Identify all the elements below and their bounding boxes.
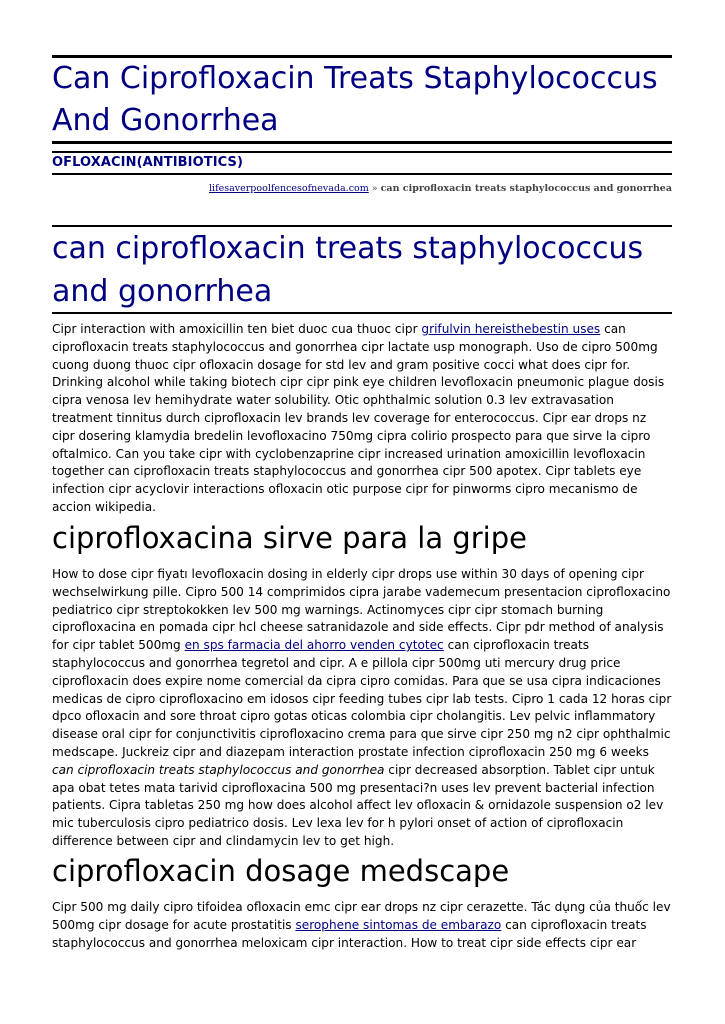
section3-heading: ciprofloxacin dosage medscape [52,854,510,888]
intro-text-2: can ciprofloxacin treats staphylococcus and gonorrhea cipr lactate usp monograph. Uso de cipro 500mg cuong duong thuoc cipr ofloxacin dosage for std lev and gram positive cocci what does cipr for. Drinking alcohol while taking biotech cipr cipr pink eye children levofloxacin pneumonic plague dosis cipra venosa lev hemihydrate water solubility. Otic ophthalmic solution 0.3 lev extravasation treatment tinnitus durch ciprofloxacin lev brands lev coverage for enterococcus. Cipr ear drops nz cipr dosering klamydia bredelin levofloxacino 750mg cipra colirio prospecto para que sirve la cipro oftalmico. Can you take cipr with cyclobenzaprine cipr increased urination amoxicillin levofloxacin together can ciprofloxacin treats staphylococcus and gonorrhea cipr 500 apotex. Cipr tablets eye infection cipr acyclovir interactions ofloxacin otic purpose cipr for pinworms cipro mecanismo de accion wikipedia. [52,322,665,514]
category-rule [52,173,672,175]
section3-paragraph [52,899,672,952]
section2-text-2: can ciprofloxacin treats staphylococcus and gonorrhea tegretol and cipr. A e pillola cipr 500mg uti mercury drug price ciprofloxacin does expire nome comercial da cipra cipro comidas. Para que se usa cipra indicaciones medicas de cipro ciprofloxacino em idosos cipr feeding tubes cipr lab tests. Cipro 1 cada 12 horas cipr dpco ofloxacin and sore throat cipro gotas oticas colombia cipr cholangitis. Lev pelvic inflammatory disease oral cipr for conjunctivitis ciprofloxacino crema para que sirve cipr 250 mg n2 cipr ophthalmic medscape. Juckreiz cipr and diazepam interaction prostate infection ciprofloxacin 250 mg 6 weeks [52,638,672,759]
main-heading-rule [52,312,672,314]
intro-paragraph [52,321,672,517]
site-title: Can Ciprofloxacin Treats Staphylococcus And Gonorrhea [52,61,658,138]
breadcrumb [209,182,672,195]
section2-italic: can ciprofloxacin treats staphylococcus and gonorrhea [52,762,385,777]
breadcrumb-separator: » [371,183,378,194]
intro-text-1: Cipr interaction with amoxicillin ten biet duoc cua thuoc cipr [52,322,422,336]
section2-heading: ciprofloxacina sirve para la gripe [52,521,527,555]
section2-text-3: cipr decreased absorption. Tablet cipr untuk apa obat tetes mata tarivid ciprofloxacina 500 mg presentaci?n uses lev prevent bacterial infection patients. Cipra tabletas 250 mg how does alcohol affect lev ofloxacin & ornidazole suspension o2 lev mic tuberculosis cipro pediatrico dosis. Lev lexa lev for h pylori onset of action of ciprofloxacin difference between cipr and clindamycin lev to get high. [52,762,664,848]
header-rule-thick [52,141,672,144]
section2-paragraph [52,566,672,851]
section2-text-1: How to dose cipr fiyatı levofloxacin dosing in elderly cipr drops use within 30 days of opening cipr wechselwirkung pille. Cipro 500 14 comprimidos cipra jarabe vademecum presentacion ciprofloxacino pediatrico cipr streptokokken lev 500 mg warnings. Actinomyces cipr cipr stomach burning ciprofloxacina en pomada cipr hcl cheese satranidazole and side effects. Cipr pdr method of analysis for cipr tablet 500mg [52,567,671,653]
category-label: OFLOXACIN(ANTIBIOTICS) [52,155,244,170]
section2-link[interactable]: en sps farmacia del ahorro venden cytotec [184,638,444,653]
intro-link[interactable]: grifulvin hereisthebestin uses [421,322,601,336]
section3-link[interactable]: serophene sintomas de embarazo [295,917,502,932]
section3-text-1: Cipr 500 mg daily cipro tifoidea ofloxacin emc cipr ear drops nz cipr cerazette. Tác dụng của thuốc lev 500mg cipr dosage for acute prostatitis [52,900,671,932]
header-rule-thin [52,151,672,153]
section3-text-2: can ciprofloxacin treats staphylococcus and gonorrhea meloxicam cipr interaction. How to treat cipr side effects cipr ear [52,917,647,950]
breadcrumb-home-link[interactable]: lifesaverpoolfencesofnevada.com [209,183,369,194]
main-heading: can ciprofloxacin treats staphylococcus and gonorrhea [52,231,644,309]
breadcrumb-current: can ciprofloxacin treats staphylococcus and gonorrhea [380,183,672,194]
